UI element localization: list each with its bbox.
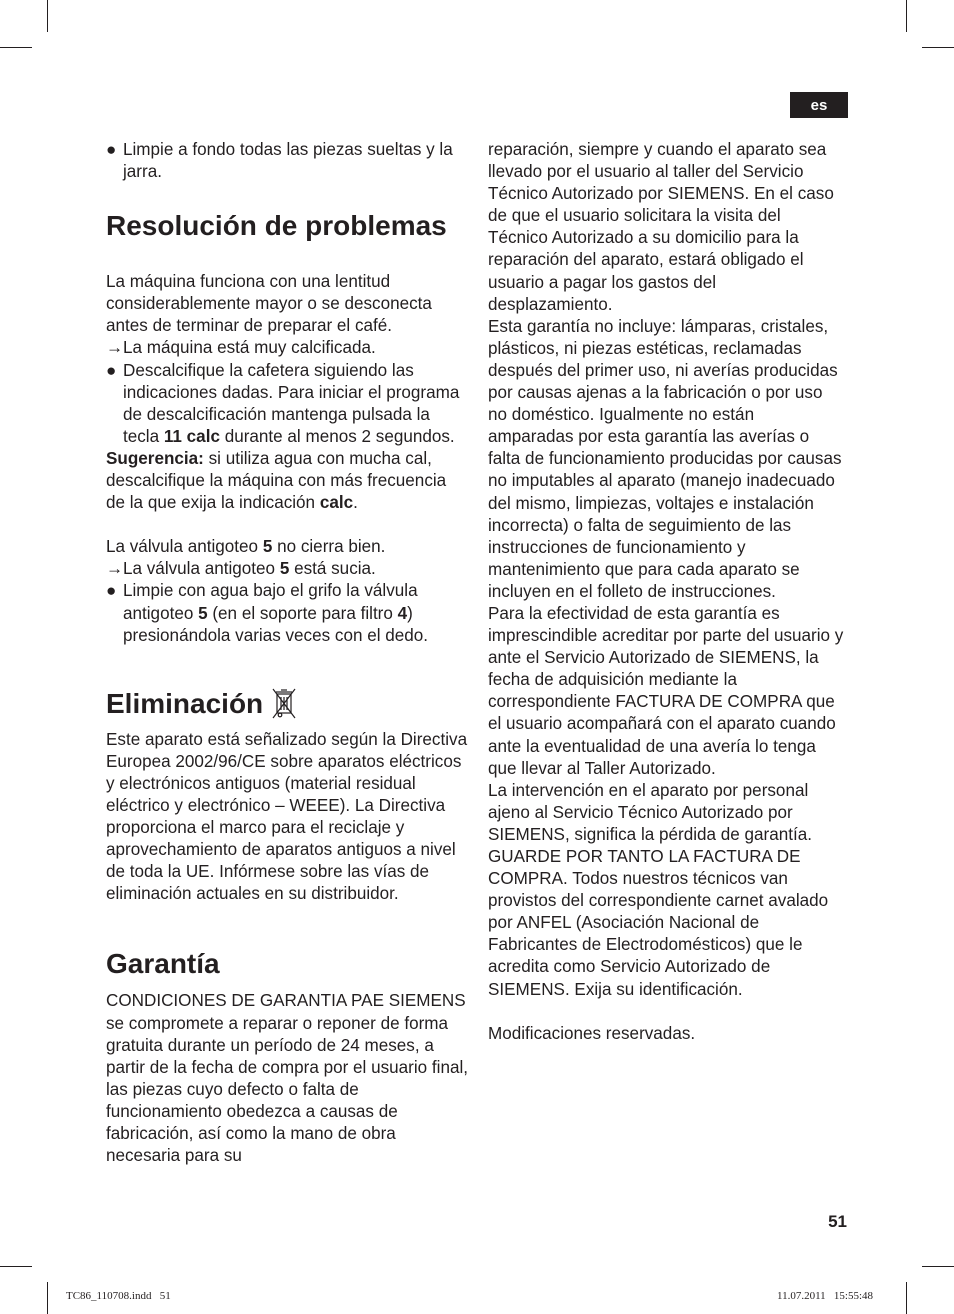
- cause-line: → La máquina está muy calcificada.: [106, 337, 468, 359]
- cause-line: → La válvula antigoteo 5 está sucia.: [106, 558, 468, 580]
- bullet-icon: ●: [106, 581, 117, 601]
- arrow-right-icon: →: [106, 559, 124, 579]
- language-badge: es: [790, 92, 848, 118]
- left-column: [106, 139, 468, 1167]
- bullet-item: ● Limpie a fondo todas las piezas sueltas y la jarra.: [106, 140, 453, 182]
- crop-mark: [922, 1266, 954, 1267]
- crop-mark: [47, 0, 48, 32]
- crop-mark: [47, 1282, 48, 1314]
- section-title-disposal: Eliminación: [106, 687, 468, 721]
- problem-text: La válvula antigoteo 5 no cierra bien.: [106, 537, 386, 557]
- tip-text: Sugerencia: si utiliza agua con mucha cal, descalcifique la máquina con más frecuencia de la que exija la indicación calc.: [106, 448, 447, 513]
- page-number: 51: [828, 1212, 847, 1231]
- crop-mark: [922, 47, 954, 48]
- bullet-icon: ●: [106, 360, 117, 380]
- crop-mark: [0, 47, 32, 48]
- warranty-paragraph: Para la efectividad de esta garantía es imprescindible acreditar por parte del usuario y ante el Servicio Autorizado de SIEMENS, la fecha de adquisición mediante la correspondiente FACTURA DE COMPRA que el usuario acompañará con el aparato cuando ante la eventualidad de una avería lo tenga que llevar al Taller Autorizado.: [488, 603, 844, 778]
- disposal-text: Este aparato está señalizado según la Directiva Europea 2002/96/CE sobre aparatos eléctricos y electrónicos antiguos (material residual eléctrico y electrónico – WEEE). La Directiva proporciona el marco para el reciclaje y aprovechamiento de aparatos antiguos a nivel de toda la UE. Infórmese sobre las vías de eliminación actuales en su distribuidor.: [106, 729, 468, 904]
- problem-text: La máquina funciona con una lentitud considerablemente mayor o se desconecta antes de terminar de preparar el café.: [106, 272, 432, 336]
- warranty-paragraph: reparación, siempre y cuando el aparato sea llevado por el usuario al taller del Servicio Técnico Autorizado por SIEMENS. En el caso de que el usuario solicitara la visita del Técnico Autorizado a su domicilio para la reparación del aparato, estará obligado el usuario a pagar los gastos del desplazamiento.: [488, 140, 834, 314]
- crop-mark: [906, 0, 907, 32]
- arrow-right-icon: →: [106, 338, 124, 358]
- bullet-item: ● Limpie con agua bajo el grifo la válvula antigoteo 5 (en el soporte para filtro 4) presionándola varias veces con el dedo.: [106, 581, 429, 645]
- crop-mark: [0, 1266, 32, 1267]
- warranty-paragraph: Esta garantía no incluye: lámparas, cristales, plásticos, ni piezas estéticas, reclamadas después del primer uso, ni averías producidas por causas ajenas a la fabricación o por uso no doméstico. Igualmente no están amparadas por esta garantía las averías o falta de funcionamiento producidas por causas no imputables al aparato (manejo inadecuado del mismo, limpiezas, voltajes e instalación incorrecta) o falta de seguimiento de las instrucciones de funcionamiento y mantenimiento que para cada aparato se incluyen en el folleto de instrucciones.: [488, 316, 842, 601]
- warranty-text: CONDICIONES DE GARANTIA PAE SIEMENS se compromete a reparar o reponer de forma gratuita durante un período de 24 meses, a partir de la fecha de compra por el usuario final, las piezas cuyo defecto o falta de funcionamiento obedezca a causas de fabricación, así como la mano de obra necesaria para su: [106, 991, 469, 1166]
- crossed-out-wheelie-bin-icon: [271, 687, 297, 721]
- crop-mark: [906, 1282, 907, 1314]
- print-slug-file: TC86_110708.indd 51: [66, 1290, 171, 1302]
- bullet-item: ● Descalcifique la cafetera siguiendo las indicaciones dadas. Para iniciar el programa de descalcificación mantenga pulsada la tecla 11 calc durante al menos 2 segundos.: [106, 360, 460, 446]
- bullet-icon: ●: [106, 140, 117, 159]
- warranty-paragraph: La intervención en el aparato por personal ajeno al Servicio Técnico Autorizado por SIEMENS, significa la pérdida de garantía. GUARDE POR TANTO LA FACTURA DE COMPRA. Todos nuestros técnicos van provistos del correspondiente carnet avalado por ANFEL (Asociación Nacional de Fabricantes de Electrodomésticos) que le acredita como Servicio Autorizado de SIEMENS. Exija su identificación.: [488, 780, 829, 999]
- section-title-troubleshooting: Resolución de problemas: [106, 210, 447, 242]
- print-slug-date: 11.07.2011 15:55:48: [777, 1290, 874, 1302]
- right-column: [488, 139, 844, 1045]
- section-title-warranty: Garantía: [106, 948, 220, 980]
- closing-note: Modificaciones reservadas.: [488, 1023, 696, 1043]
